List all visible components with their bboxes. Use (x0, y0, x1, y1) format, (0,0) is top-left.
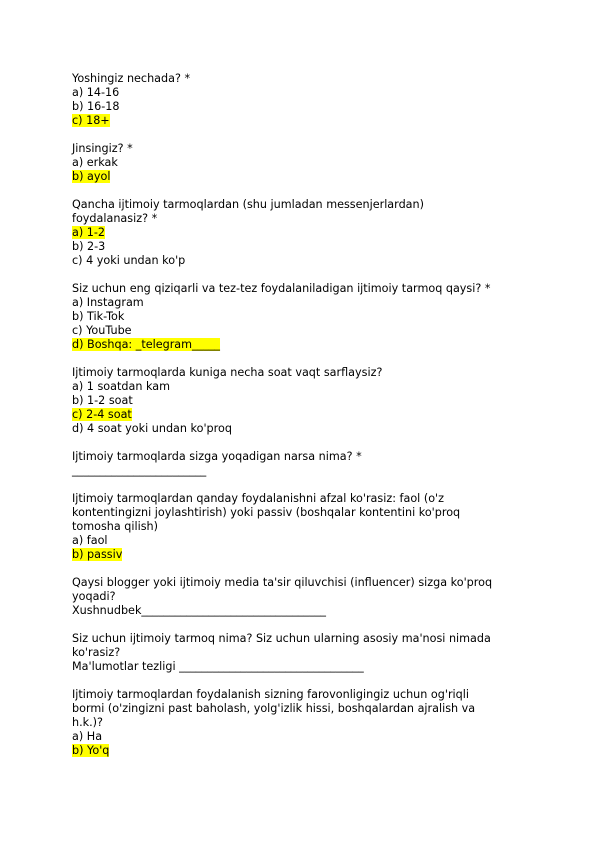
question-text: yoqadi? (72, 590, 116, 603)
question-text: Ijtimoiy tarmoqlardan qanday foydalanishni afzal ko'rasiz: faol (o'z (72, 492, 445, 505)
blank-line (72, 478, 542, 492)
answer-option: a) faol (72, 534, 108, 547)
answer-line (72, 408, 542, 422)
answer-option: b) Tik-Tok (72, 310, 125, 323)
answer-line (72, 464, 542, 478)
selected-answer-option: a) 1-2 (72, 226, 106, 239)
question-text: Siz uchun ijtimoiy tarmoq nima? Siz uchun ularning asosiy ma'nosi nimada (72, 632, 491, 645)
answer-line (72, 310, 542, 324)
answer-line (72, 730, 542, 744)
question-text: ko'rasiz? (72, 646, 121, 659)
question-text: Ijtimoiy tarmoqlarda sizga yoqadigan narsa nima? * (72, 450, 362, 463)
answer-option: Ma'lumotlar tezligi _________________________________ (72, 660, 364, 673)
question-text: Siz uchun eng qiziqarli va tez-tez foydalaniladigan ijtimoiy tarmoq qaysi? * (72, 282, 491, 295)
blank-line (72, 618, 542, 632)
answer-option: a) erkak (72, 156, 118, 169)
blank-line (72, 128, 542, 142)
question-list (72, 72, 542, 758)
question-block (72, 492, 542, 562)
question-text: Qancha ijtimoiy tarmoqlardan (shu jumladan messenjerlardan) (72, 198, 424, 211)
question-block (72, 198, 542, 268)
question-text: foydalanasiz? * (72, 212, 158, 225)
question-text: Ijtimoiy tarmoqlarda kuniga necha soat vaqt sarflaysiz? (72, 366, 383, 379)
answer-line (72, 86, 542, 100)
answer-line (72, 240, 542, 254)
question-text: tomosha qilish) (72, 520, 159, 533)
question-block (72, 576, 542, 618)
answer-line (72, 226, 542, 240)
answer-line (72, 296, 542, 310)
answer-line (72, 548, 542, 562)
selected-answer-option: c) 18+ (72, 114, 110, 127)
answer-line (72, 604, 542, 618)
question-text: Jinsingiz? * (72, 142, 133, 155)
answer-line (72, 422, 542, 436)
answer-line (72, 380, 542, 394)
answer-option: c) YouTube (72, 324, 132, 337)
answer-line (72, 744, 542, 758)
selected-answer-option: c) 2-4 soat (72, 408, 132, 421)
question-block (72, 688, 542, 758)
selected-answer-option: d) Boshqa: _telegram_____ (72, 338, 221, 351)
blank-line (72, 268, 542, 282)
answer-option: a) 14-16 (72, 86, 120, 99)
answer-line (72, 156, 542, 170)
answer-option: a) Ha (72, 730, 103, 743)
answer-option: b) 16-18 (72, 100, 120, 113)
answer-line (72, 170, 542, 184)
question-text: Yoshingiz nechada? * (72, 72, 191, 85)
question-text: Qaysi blogger yoki ijtimoiy media ta'sir qiluvchisi (influencer) sizga ko'proq (72, 576, 493, 589)
blank-line (72, 436, 542, 450)
answer-option: d) 4 soat yoki undan ko'proq (72, 422, 232, 435)
answer-line (72, 534, 542, 548)
selected-answer-option: b) passiv (72, 548, 123, 561)
survey-document (72, 72, 542, 758)
answer-option: ________________________ (72, 464, 207, 477)
question-block (72, 450, 542, 478)
answer-option: Xushnudbek_________________________________ (72, 604, 327, 617)
answer-line (72, 394, 542, 408)
answer-option: a) 1 soatdan kam (72, 380, 171, 393)
blank-line (72, 674, 542, 688)
question-text: Ijtimoiy tarmoqlardan foydalanish sizning farovonligingiz uchun og'riqli (72, 688, 469, 701)
question-block (72, 366, 542, 436)
answer-line (72, 324, 542, 338)
answer-option: a) Instagram (72, 296, 144, 309)
blank-line (72, 562, 542, 576)
question-block (72, 72, 542, 128)
blank-line (72, 184, 542, 198)
question-text: h.k.)? (72, 716, 103, 729)
question-block (72, 282, 542, 352)
answer-line (72, 338, 542, 352)
answer-option: b) 2-3 (72, 240, 106, 253)
question-text: kontentingizni joylashtirish) yoki passiv (boshqalar kontentini ko'proq (72, 506, 461, 519)
blank-line (72, 352, 542, 366)
selected-answer-option: b) Yo'q (72, 744, 110, 757)
answer-line (72, 114, 542, 128)
question-block (72, 632, 542, 674)
question-block (72, 142, 542, 184)
answer-line (72, 100, 542, 114)
answer-line (72, 660, 542, 674)
answer-option: b) 1-2 soat (72, 394, 133, 407)
answer-option: c) 4 yoki undan ko'p (72, 254, 186, 267)
question-text: bormi (o'zingizni past baholash, yolg'izlik hissi, boshqalardan ajralish va (72, 702, 476, 715)
answer-line (72, 254, 542, 268)
selected-answer-option: b) ayol (72, 170, 111, 183)
